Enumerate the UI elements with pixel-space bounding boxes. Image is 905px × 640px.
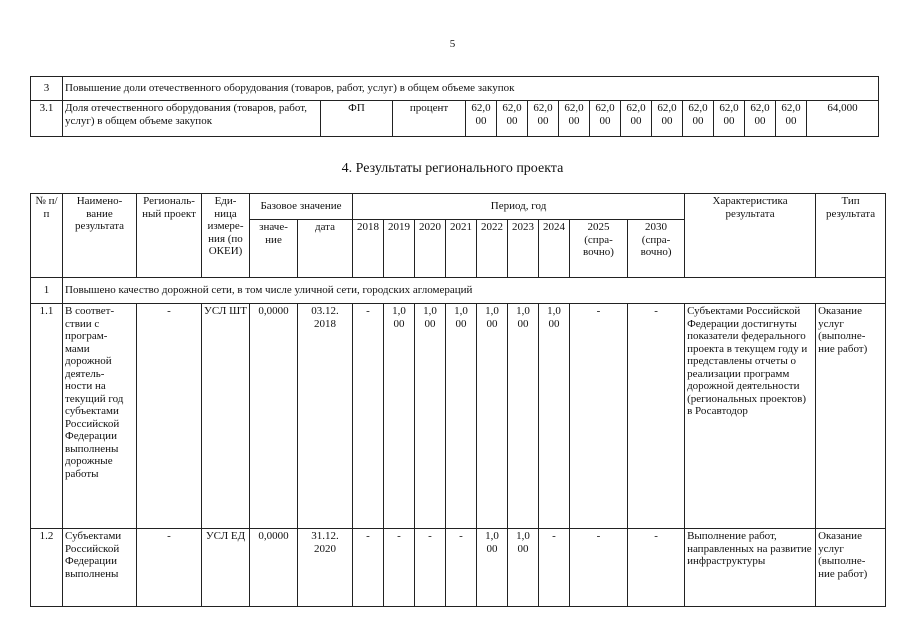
row-base-value: 0,0000	[250, 529, 298, 607]
row-year-value: 1,0 00	[539, 304, 570, 529]
row-year-value: 1,0 00	[477, 304, 508, 529]
header-num: № п/п	[31, 194, 63, 278]
indicator-num: 3	[31, 77, 63, 101]
header-year: 2022	[477, 220, 508, 278]
section-title: 4. Результаты регионального проекта	[341, 161, 564, 176]
indicator-type: ФП	[321, 101, 393, 137]
row-year-value: 1,0 00	[384, 304, 415, 529]
row-base-value: 0,0000	[250, 304, 298, 529]
header-period: Период, год	[353, 194, 685, 220]
results-table	[30, 193, 886, 607]
row-base-date: 03.12. 2018	[298, 304, 353, 529]
indicator-title: Повышение доли отечественного оборудования (товаров, работ, услуг) в общем объеме закупок	[63, 77, 879, 101]
row-regional: -	[137, 529, 202, 607]
group-num: 1	[31, 278, 63, 304]
row-year-value: -	[353, 529, 384, 607]
row-year-value: 1,0 00	[446, 304, 477, 529]
group-row	[31, 278, 886, 304]
header-year-2025: 2025 (спра- вочно)	[570, 220, 628, 278]
indicator-title: Доля отечественного оборудования (товаров, работ, услуг) в общем объеме закупок	[63, 101, 321, 137]
row-year-value: -	[415, 529, 446, 607]
header-base: Базовое значение	[250, 194, 353, 220]
row-year-value: 1,0 00	[508, 529, 539, 607]
header-year: 2023	[508, 220, 539, 278]
row-year-value: -	[353, 304, 384, 529]
indicator-row-3	[31, 77, 879, 101]
indicator-num: 3.1	[31, 101, 63, 137]
header-year-2030: 2030 (спра- вочно)	[628, 220, 685, 278]
header-year: 2019	[384, 220, 415, 278]
row-year-value: -	[539, 529, 570, 607]
header-type: Тип результата	[816, 194, 886, 278]
row-year-value: 1,0 00	[415, 304, 446, 529]
row-base-date: 31.12. 2020	[298, 529, 353, 607]
row-num: 1.2	[31, 529, 63, 607]
row-year-value: 1,0 00	[477, 529, 508, 607]
indicator-value: 62,0 00	[776, 101, 807, 137]
row-year-2025: -	[570, 304, 628, 529]
indicator-value: 62,0 00	[559, 101, 590, 137]
indicator-value: 62,0 00	[621, 101, 652, 137]
header-characteristic: Характеристика результата	[685, 194, 816, 278]
row-year-value: 1,0 00	[508, 304, 539, 529]
row-characteristic: Выполнение работ, направленных на развитие инфраструктуры	[685, 529, 816, 607]
row-unit: УСЛ ЕД	[202, 529, 250, 607]
header-year: 2018	[353, 220, 384, 278]
indicator-value: 62,0 00	[528, 101, 559, 137]
indicator-value: 62,0 00	[466, 101, 497, 137]
header-regional: Региональ- ный проект	[137, 194, 202, 278]
header-year: 2021	[446, 220, 477, 278]
header-unit: Еди- ница измере- ния (по ОКЕИ)	[202, 194, 250, 278]
row-year-value: -	[384, 529, 415, 607]
table-row	[31, 304, 886, 529]
indicator-value: 62,0 00	[652, 101, 683, 137]
row-num: 1.1	[31, 304, 63, 529]
header-year: 2020	[415, 220, 446, 278]
row-regional: -	[137, 304, 202, 529]
header-row	[31, 194, 886, 220]
row-unit: УСЛ ШТ	[202, 304, 250, 529]
indicator-value: 62,0 00	[497, 101, 528, 137]
header-base-date: дата	[298, 220, 353, 278]
header-year: 2024	[539, 220, 570, 278]
indicator-table	[30, 76, 879, 137]
indicator-value: 62,0 00	[590, 101, 621, 137]
header-base-value: значе- ние	[250, 220, 298, 278]
row-type: Оказание услуг (выполне- ние работ)	[816, 304, 886, 529]
indicator-value: 62,0 00	[745, 101, 776, 137]
row-year-2030: -	[628, 304, 685, 529]
row-year-2025: -	[570, 529, 628, 607]
indicator-final-value: 64,000	[807, 101, 879, 137]
row-name: Субъектами Российской Федерации выполнены	[63, 529, 137, 607]
indicator-value: 62,0 00	[714, 101, 745, 137]
indicator-row-3-1	[31, 101, 879, 137]
indicator-value: 62,0 00	[683, 101, 714, 137]
row-name: В соответ- ствии с програм- мами дорожной деятель- ности на текущий год субъектами Российской Федерации выполнены дорожные работы	[63, 304, 137, 529]
row-year-value: -	[446, 529, 477, 607]
row-characteristic: Субъектами Российской Федерации достигнуты показатели федерального проекта в текущем году и представлены отчеты о реализации программ дорожной деятельности (региональных проектов) в Росавтодор	[685, 304, 816, 529]
group-title: Повышено качество дорожной сети, в том числе уличной сети, городских агломераций	[63, 278, 886, 304]
page-number: 5	[449, 38, 456, 50]
row-type: Оказание услуг (выполне- ние работ)	[816, 529, 886, 607]
table-row	[31, 529, 886, 607]
row-year-2030: -	[628, 529, 685, 607]
indicator-unit: процент	[393, 101, 466, 137]
header-name: Наимено- вание результата	[63, 194, 137, 278]
